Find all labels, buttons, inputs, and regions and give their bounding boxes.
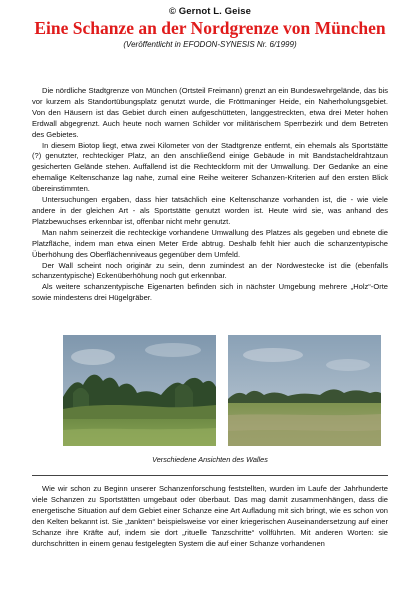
paragraph-5: Der Wall scheint noch originär zu sein, denn zumindest an der Nordwestecke ist die (ebenfalls schanzentypische) Eckenüberhöhung noch gut erkennbar. (32, 260, 388, 281)
figure-caption: Verschiedene Ansichten des Walles (152, 455, 268, 464)
paragraph-6: Als weitere schanzentypische Eigenarten befinden sich in nächster Umgebung mehrere „Holz“-Orte sowie mindestens drei Hügelgräber. (32, 282, 388, 303)
paragraph-2: In diesem Biotop liegt, etwa zwei Kilometer von der Stadtgrenze entfernt, ein ehemals als Sportstätte (?) genutzter, rechteckiger Platz, an den anschließend einige Gebäude in mit Bandstacheldrahtzaun gesicherten Gelände stehen. Auffallend ist die Rechteckform mit der Umwallung. Der Gedanke an eine ehemalige Keltenschanze lag nahe, zumal eine Reihe weiterer Schanzen-Kriterien auf den ersten Blick übereinstimmten. (32, 140, 388, 194)
continuation-paragraph: Wie wir schon zu Beginn unserer Schanzenforschung feststellten, wurden im Laufe der Jahrhunderte viele Schanzen zu Sportstätten umgebaut oder überbaut. Das mag damit zusammenhängen, dass die energetische Situation auf dem Gebiet einer Schanze eine Art Aufladung mit sich bringt, wie es schon von den Kelten bekannt ist. Sie „tankten“ beispielsweise vor einer kriegerischen Auseinandersetzung auf einer Schanze ihre Kräfte auf, indem sie dort „rituelle Tanzschritte“ vollführten. Mit anderen Worten: sie durchschritten in einem genau festgelegten System die auf einer Schanze vorhandenen (32, 484, 388, 548)
paragraph-3: Untersuchungen ergaben, dass hier tatsächlich eine Keltenschanze vorhanden ist, die - wie viele andere in der gleichen Art - als Sportstätte genutzt worden ist. Heute wird sie, was anhand des Platzbewuchses erkennbar ist, offenbar nicht mehr genutzt. (32, 195, 388, 226)
publication-note: (Veröffentlicht in EFODON-SYNESIS Nr. 6/1999) (123, 40, 297, 49)
section-divider (32, 475, 388, 476)
author-line: © Gernot L. Geise (168, 6, 252, 17)
continuation-body (32, 484, 388, 549)
paragraph-1: Die nördliche Stadtgrenze von München (Ortsteil Freimann) grenzt an ein Bundeswehrgelände, das bis vor kurzem als Standortübungsplatz genutzt wurde, die Fröttmaninger Heide, ein Naherholungsgebiet. Von den Häusern ist das Gebiet durch einen aufgeschütteten, langgestreckten, etwa drei Meter hohen Erdwall abgegrenzt. Auch heute noch warnen Schilder vor militärischem Sperrbezirk und dem Betreten des Gebietes. (32, 86, 388, 139)
article-title: Eine Schanze an der Nordgrenze von München (34, 18, 386, 38)
paragraph-4: Man nahm seinerzeit die rechteckige vorhandene Umwallung des Platzes als gegeben und ebnete die Platzfläche, indem man etwa einen Meter Erde abtrug. Deshalb fehlt hier auch die schanzentypische Überhöhung des Oberflächenniveaus gegenüber dem Umfeld. (32, 227, 388, 259)
photo-wall-view-2 (228, 335, 381, 446)
article-body (32, 86, 388, 304)
photo-wall-view-1 (63, 335, 216, 446)
